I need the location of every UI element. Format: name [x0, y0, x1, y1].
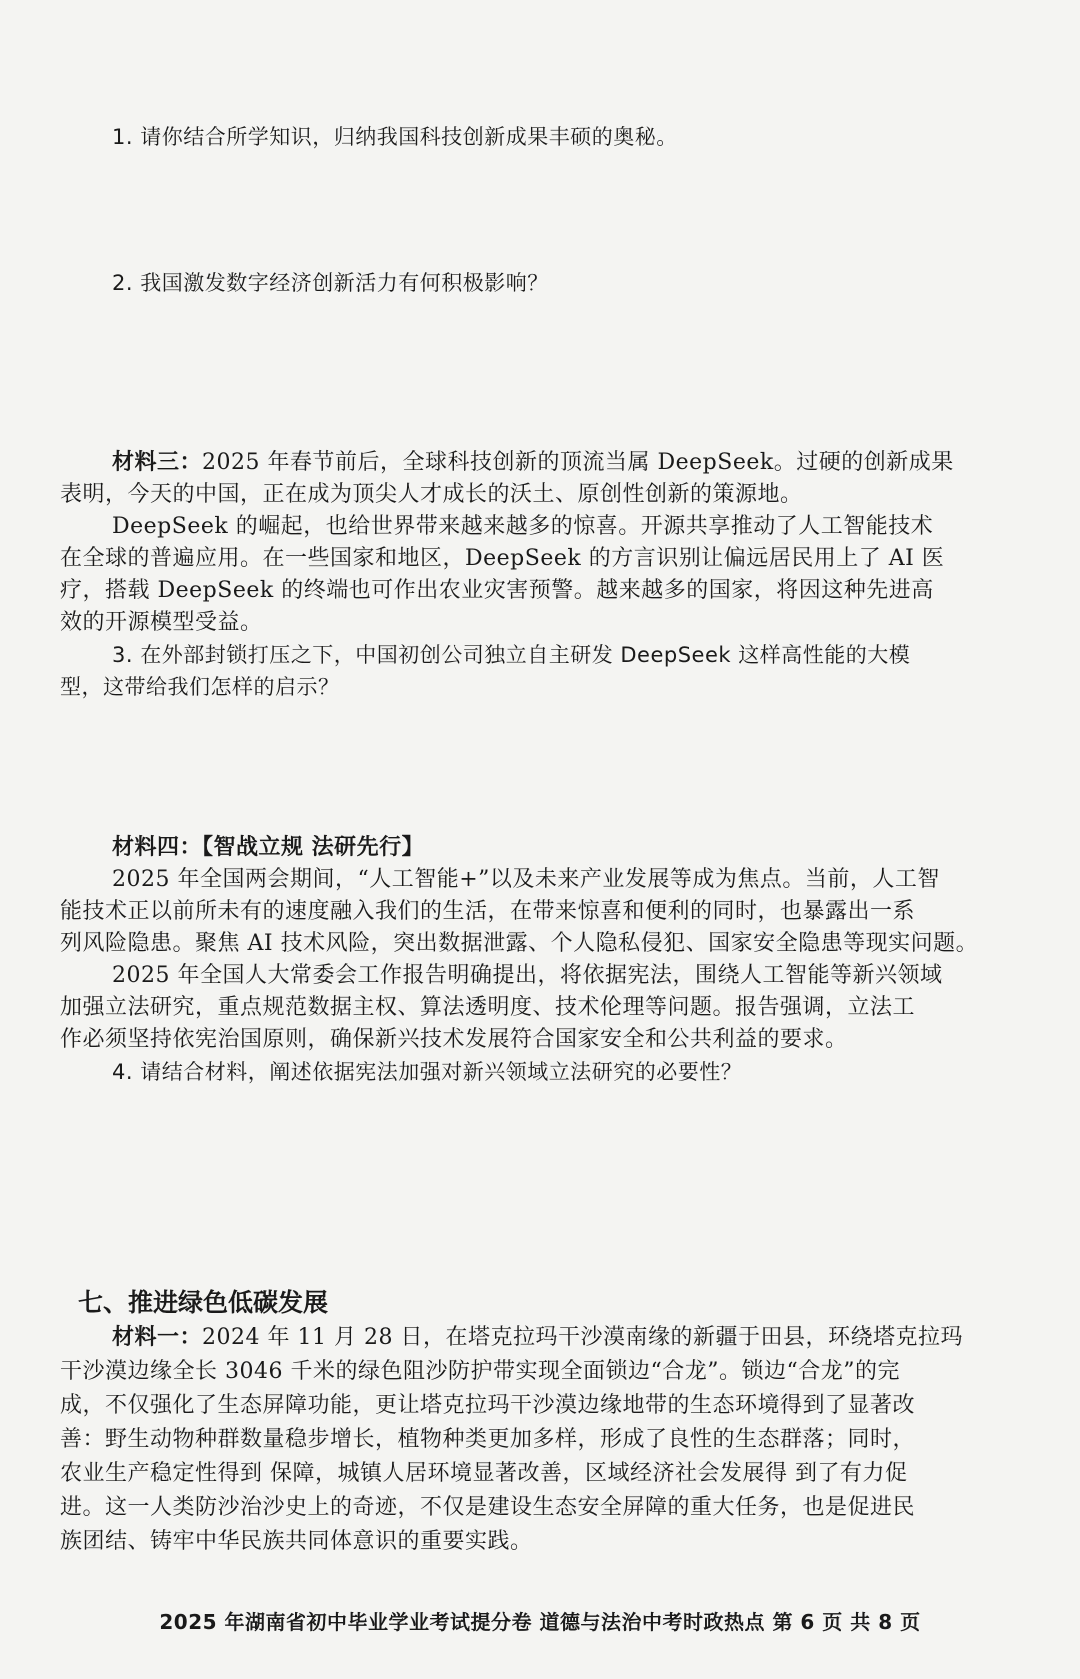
- section-7-material-1-line: 进。这一人类防沙治沙史上的奇迹，不仅是建设生态安全屏障的重大任务，也是促进民: [60, 1495, 916, 1520]
- material-4-line: 2025 年全国两会期间，“人工智能+”以及未来产业发展等成为焦点。当前，人工智: [112, 867, 940, 892]
- material-4-line: 能技术正以前所未有的速度融入我们的生活，在带来惊喜和便利的同时，也暴露出一系: [60, 899, 916, 924]
- material-3-line: DeepSeek 的崛起，也给世界带来越来越多的惊喜。开源共享推动了人工智能技术: [112, 514, 934, 539]
- material-4-line: 加强立法研究，重点规范数据主权、算法透明度、技术伦理等问题。报告强调，立法工: [60, 995, 916, 1020]
- material-3-line: 材料三：2025 年春节前后，全球科技创新的顶流当属 DeepSeek。过硬的创新成果: [112, 450, 954, 475]
- question-4: 4. 请结合材料，阐述依据宪法加强对新兴领域立法研究的必要性？: [112, 1060, 743, 1084]
- material-4-title: 材料四：【智战立规 法研先行】: [112, 835, 425, 860]
- question-1: 1. 请你结合所学知识，归纳我国科技创新成果丰硕的奥秘。: [112, 125, 678, 149]
- material-4-line: 2025 年全国人大常委会工作报告明确提出，将依据宪法，围绕人工智能等新兴领域: [112, 963, 943, 988]
- material-4-line: 列风险隐患。聚焦 AI 技术风险，突出数据泄露、个人隐私侵犯、国家安全隐患等现实问题。: [60, 931, 979, 956]
- section-7-material-1-line: 族团结、铸牢中华民族共同体意识的重要实践。: [60, 1529, 533, 1554]
- question-3: 3. 在外部封锁打压之下，中国初创公司独立自主研发 DeepSeek 这样高性能的大模: [112, 643, 911, 667]
- section-7-material-1-line: 善：野生动物种群数量稳步增长，植物种类更加多样，形成了良性的生态群落；同时，: [60, 1427, 916, 1452]
- material-3-line: 疗，搭载 DeepSeek 的终端也可作出农业灾害预警。越来越多的国家，将因这种先进高: [60, 578, 934, 603]
- question-3-cont: 型，这带给我们怎样的启示？: [60, 675, 340, 699]
- page-footer: 2025 年湖南省初中毕业学业考试提分卷 道德与法治中考时政热点 第 6 页 共 8 页: [159, 1610, 921, 1634]
- section-7-material-1-line: 材料一：2024 年 11 月 28 日，在塔克拉玛干沙漠南缘的新疆于田县，环绕塔克拉玛: [112, 1325, 963, 1350]
- section-7-material-1-line: 成，不仅强化了生态屏障功能，更让塔克拉玛干沙漠边缘地带的生态环境得到了显著改: [60, 1393, 916, 1418]
- section-7-material-1-line: 农业生产稳定性得到 保障，城镇人居环境显著改善，区域经济社会发展得 到了有力促: [60, 1461, 908, 1486]
- material-3-label: 材料三：: [112, 450, 203, 475]
- material-3-line: 表明，今天的中国，正在成为顶尖人才成长的沃土、原创性创新的策源地。: [60, 482, 803, 507]
- material-3-line: 效的开源模型受益。: [60, 610, 263, 635]
- section-7-heading: 七、推进绿色低碳发展: [78, 1288, 329, 1317]
- question-2: 2. 我国激发数字经济创新活力有何积极影响？: [112, 271, 549, 295]
- material-4-line: 作必须坚持依宪治国原则，确保新兴技术发展符合国家安全和公共利益的要求。: [60, 1027, 848, 1052]
- section-7-material-1-line: 干沙漠边缘全长 3046 千米的绿色阻沙防护带实现全面锁边“合龙”。锁边“合龙”的完: [60, 1359, 900, 1384]
- material-3-line: 在全球的普遍应用。在一些国家和地区，DeepSeek 的方言识别让偏远居民用上了 AI 医: [60, 546, 945, 571]
